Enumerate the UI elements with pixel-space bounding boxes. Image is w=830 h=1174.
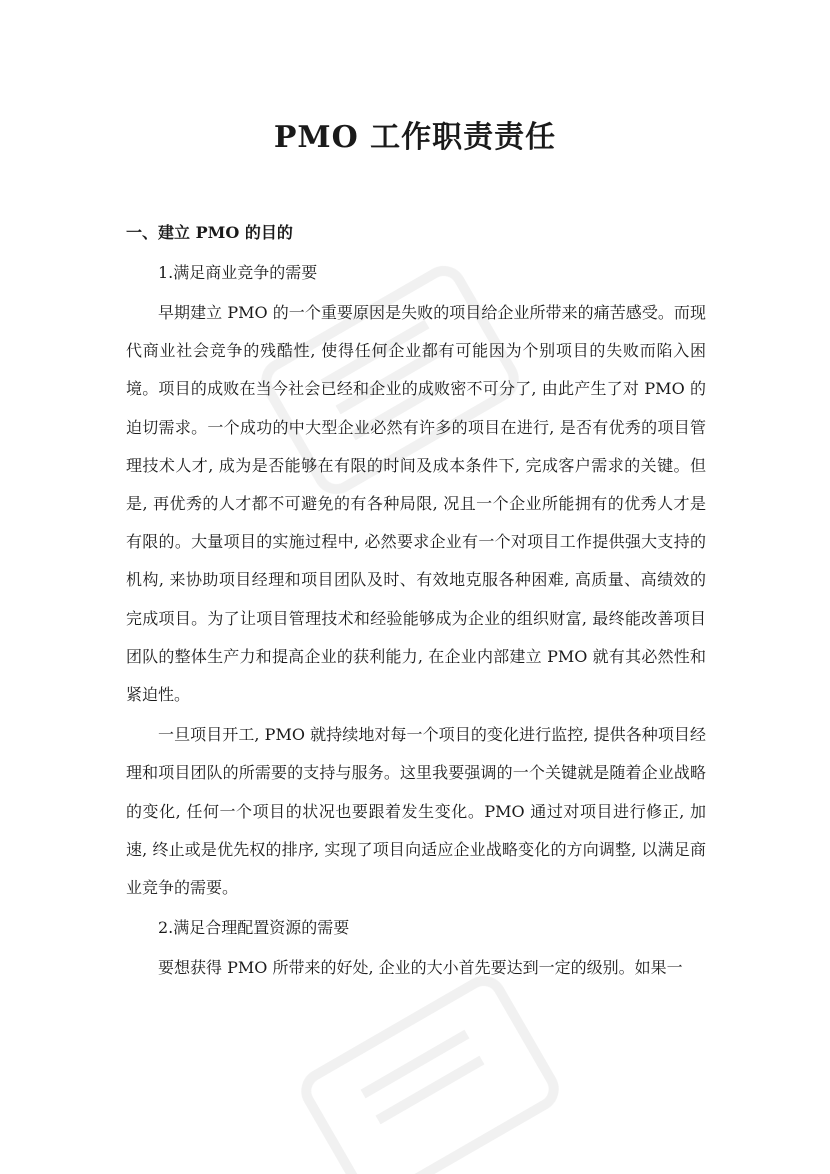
- document-title: PMO 工作职责责任: [273, 120, 557, 155]
- subsection-heading-1: 1.满足商业竞争的需要: [158, 263, 318, 282]
- subsection-heading-2: 2.满足合理配置资源的需要: [158, 918, 350, 938]
- paragraph-3: 要想获得 PMO 所带来的好处, 企业的大小首先要达到一定的级别。如果一: [158, 958, 683, 978]
- paragraph-1: 早期建立 PMO 的一个重要原因是失败的项目给企业所带来的痛苦感受。而现代商业社会竞争的残酷性, 使得任何企业都有可能因为个别项目的失败而陷入困境。项目的成败在当今社会已经和企业的成败密不可分了, 由此产生了对 PMO 的迫切需求。一个成功的中大型企业必然有许多的项目在进行, 是否有优秀的项目管理技术人才, 成为是否能够在有限的时间及成本条件下, 完成客户需求的关键。但是, 再优秀的人才都不可避免的有各种局限, 况且一个企业所能拥有的优秀人才是有限的。大量项目的实施过程中, 必然要求企业有一个对项目工作提供强大支持的机构, 来协助项目经理和项目团队及时、有效地克服各种困难, 高质量、高绩效的完成项目。为了让项目管理技术和经验能够成为企业的组织财富, 最终能改善项目团队的整体生产力和提高企业的获利能力, 在企业内部建立 PMO 就有其必然性和紧迫性。: [126, 303, 706, 705]
- section-heading: 一、建立 PMO 的目的: [126, 223, 293, 242]
- document-body: [126, 214, 706, 987]
- paragraph-2: 一旦项目开工, PMO 就持续地对每一个项目的变化进行监控, 提供各种项目经理和项目团队的所需要的支持与服务。这里我要强调的一个关键就是随着企业战略的变化, 任何一个项目的状况也要跟着发生变化。PMO 通过对项目进行修正, 加速, 终止或是优先权的排序, 实现了项目向适应企业战略变化的方向调整, 以满足商业竞争的需要。: [126, 725, 706, 898]
